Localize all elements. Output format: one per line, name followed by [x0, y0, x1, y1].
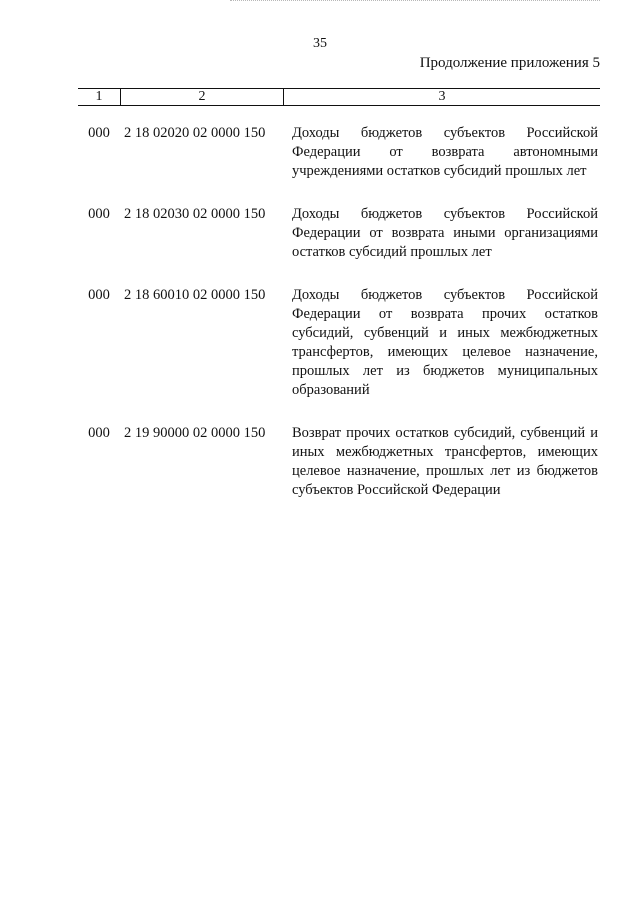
income-description: Возврат прочих остатков субсидий, субвенций и иных межбюджетных трансфертов, имеющих целевое назначение, прошлых лет из бюджетов субъектов Российской Федерации — [292, 425, 598, 498]
income-description: Доходы бюджетов субъектов Российской Федерации от возврата иными организациями остатков субсидий прошлых лет — [292, 206, 598, 260]
budget-code: 2 19 90000 02 0000 150 — [124, 425, 266, 441]
continuation-caption: Продолжение приложения 5 — [419, 55, 600, 71]
admin-code: 000 — [88, 125, 110, 141]
budget-code: 2 18 60010 02 0000 150 — [124, 287, 266, 303]
table-header — [78, 88, 600, 106]
column-header-3: 3 — [438, 89, 446, 104]
page-number: 35 — [313, 36, 327, 51]
table-row — [78, 205, 600, 262]
column-header-2: 2 — [121, 89, 284, 105]
table-row — [78, 124, 600, 181]
budget-code: 2 18 02020 02 0000 150 — [124, 125, 266, 141]
admin-code: 000 — [88, 287, 110, 303]
table-row — [78, 424, 600, 500]
admin-code: 000 — [88, 206, 110, 222]
table-row — [78, 286, 600, 400]
budget-code: 2 18 02030 02 0000 150 — [124, 206, 266, 222]
column-header-1: 1 — [78, 89, 121, 105]
scan-artifact-line — [230, 0, 600, 3]
table-body — [78, 124, 600, 524]
income-description: Доходы бюджетов субъектов Российской Федерации от возврата прочих остатков субсидий, субвенций и иных межбюджетных трансфертов, имеющих целевое назначение, прошлых лет из бюджетов муниципальных образований — [292, 287, 598, 398]
income-description: Доходы бюджетов субъектов Российской Федерации от возврата автономными учреждениями остатков субсидий прошлых лет — [292, 125, 598, 179]
admin-code: 000 — [88, 425, 110, 441]
